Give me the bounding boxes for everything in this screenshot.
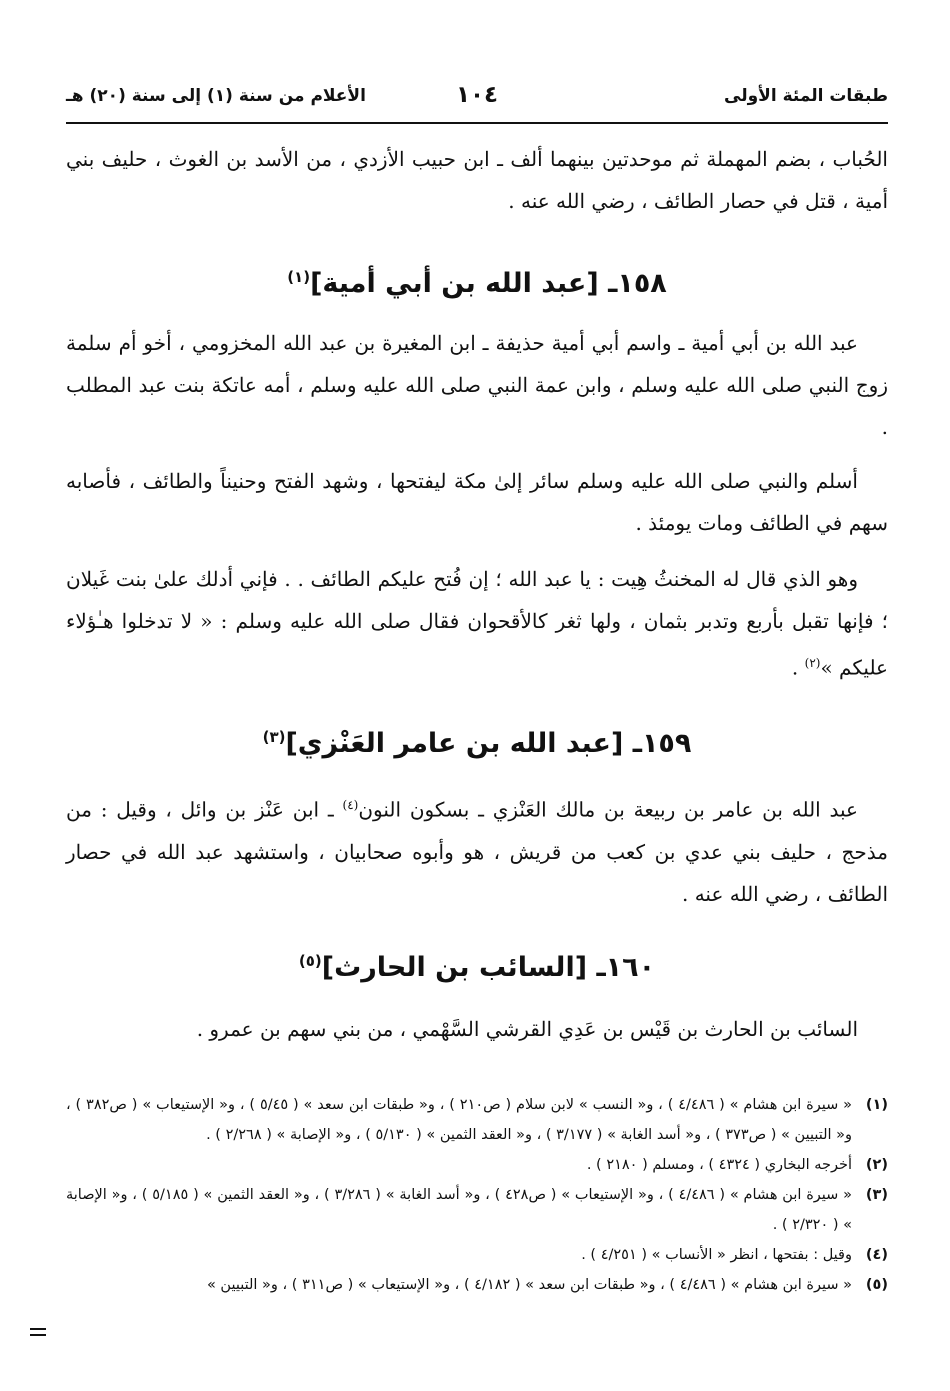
intro-paragraph: الحُباب ، بضم المهملة ثم موحدتين بينهما ألف ـ ابن حبيب الأزدي ، من الأسد بن الغوث ، حليف بني أمية ، قتل في حصار الطائف ، رضي الله عنه . (66, 147, 888, 213)
entry-heading-159 (66, 728, 888, 759)
footnote-number: (٤) (865, 1247, 888, 1263)
book-title: طبقات المئة الأولى (724, 86, 888, 106)
footnote-ref: (٣) (262, 728, 286, 746)
footnote-1 (66, 1090, 888, 1150)
footnote-text: « سيرة ابن هشام » ( ٤/٤٨٦ ) ، و« الإستيعاب » ( ص٤٢٨ ) ، و« أسد الغابة » ( ٣/٢٨٦ ) ، و« العقد الثمين » ( ٥/١٨٥ ) ، و« الإصابة » ( ٢/٣٢٠ ) . (66, 1187, 852, 1233)
paragraph-text: وهو الذي قال له المخنثُ هِيت : يا عبد الله ؛ إن فُتح عليكم الطائف . . فإني أدلك علىٰ بنت غَيلان ؛ فإنها تقبل بأربع وتدبر بثمان ، ولها ثغر كالأقحوان فقال صلى الله عليه وسلم : « لا تدخلوا هـٰؤلاء عليكم » (66, 567, 888, 680)
footnote-2 (66, 1150, 888, 1180)
footnote-number: (٢) (865, 1157, 888, 1173)
footnote-number: (٥) (865, 1277, 888, 1293)
header-rule (66, 122, 888, 124)
paragraph-text-cont: ـ ابن عَنْز بن وائل ، وقيل : من مذحج ، حليف بني عدي بن كعب من قريش ، هو وأبوه صحابيان ، واستشهد عبد الله في حصار الطائف ، رضي الله عنه . (66, 797, 888, 906)
footnote-ref: (١) (287, 268, 311, 286)
footnote-text: « سيرة ابن هشام » ( ٤/٤٨٦ ) ، و« طبقات ابن سعد » ( ٤/١٨٢ ) ، و« الإستيعاب » ( ص٣١١ ) ، و« التبيين » (206, 1277, 852, 1293)
footnote-ref: (٥) (298, 952, 322, 970)
entry-158-paragraph-1: عبد الله بن أبي أمية ـ واسم أبي أمية حذيفة ـ ابن المغيرة بن عبد الله المخزومي ، أخو أم سلمة زوج النبي صلى الله عليه وسلم ، وابن عمة النبي صلى الله عليه وسلم ، أمه عاتكة بنت عبد المطلب . (66, 331, 888, 439)
entry-heading-160 (66, 952, 888, 983)
footnote-text: أخرجه البخاري ( ٤٣٢٤ ) ، ومسلم ( ٢١٨٠ ) . (586, 1157, 852, 1173)
footnote-ref: (٢) (804, 656, 821, 670)
footnote-4 (66, 1240, 888, 1270)
continuation-mark (30, 1328, 46, 1336)
page-number: ١٠٤ (455, 82, 499, 108)
running-header (66, 82, 888, 116)
entry-title: ١٦٠ـ [السائب بن الحارث] (321, 952, 656, 983)
footnote-3 (66, 1180, 888, 1240)
footnote-text: « سيرة ابن هشام » ( ٤/٤٨٦ ) ، و« النسب » لابن سلام ( ص٢١٠ ) ، و« طبقات ابن سعد » ( ٥/٤٥ ) ، و« الإستيعاب » ( ص٣٨٢ ) ، و« التبيين » ( ص٣٧٣ ) ، و« أسد الغابة » ( ٣/١٧٧ ) ، و« العقد الثمين » ( ٥/١٣٠ ) ، و« الإصابة » ( ٢/٢٦٨ ) . (66, 1097, 853, 1143)
entry-159-paragraph-1 (66, 784, 888, 915)
entry-title: ١٥٩ـ [عبد الله بن عامر العَنْزي] (285, 728, 692, 759)
entry-title: ١٥٨ـ [عبد الله بن أبي أمية] (310, 268, 667, 299)
footnote-number: (٣) (865, 1187, 888, 1203)
entry-160-paragraph-1: السائب بن الحارث بن قَيْس بن عَدِي القرشي السَّهْمي ، من بني سهم بن عمرو . (196, 1017, 858, 1041)
footnote-number: (١) (865, 1097, 888, 1113)
paragraph-text: عبد الله بن عامر بن ربيعة بن مالك العَنْزي ـ بسكون النون (358, 797, 858, 822)
entry-heading-158 (66, 268, 888, 299)
section-title: الأعلام من سنة (١) إلى سنة (٢٠) هـ (66, 86, 366, 106)
footnotes (66, 1090, 888, 1300)
footnote-text: وقيل : بفتحها ، انظر « الأنساب » ( ٤/٢٥١ ) . (581, 1247, 852, 1263)
footnote-5 (66, 1270, 888, 1300)
footnote-ref: (٤) (342, 798, 359, 812)
paragraph-end: . (791, 655, 805, 680)
entry-158-paragraph-2: أسلم والنبي صلى الله عليه وسلم سائر إلىٰ مكة ليفتحها ، وشهد الفتح وحنيناً والطائف ، فأصابه سهم في الطائف ومات يومئذ . (66, 469, 888, 535)
entry-158-paragraph-3 (66, 558, 888, 689)
